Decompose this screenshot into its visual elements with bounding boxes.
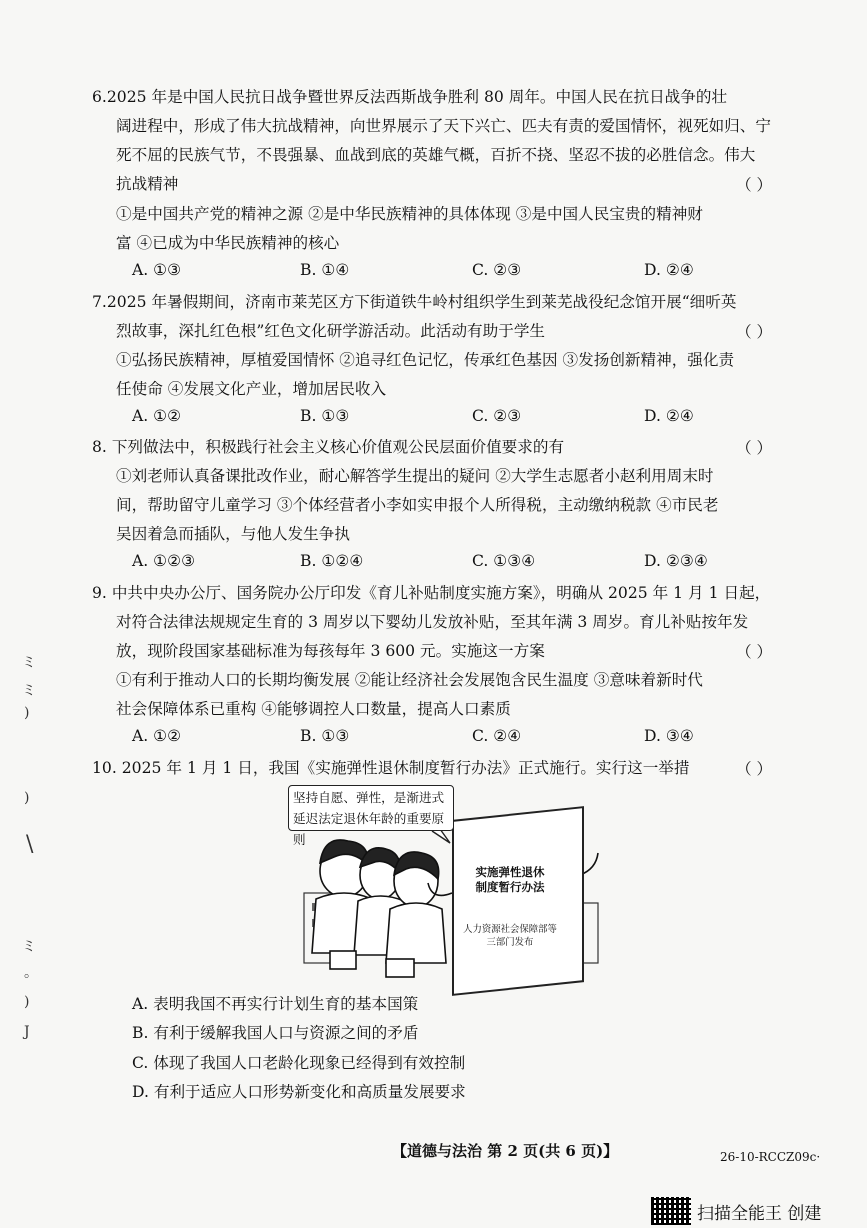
cartoon-illustration (282, 783, 604, 989)
speech-bubble: 坚持自愿、弹性，是渐进式延迟法定退休年龄的重要原则 (288, 785, 454, 831)
q8-item-line-1: ①刘老师认真备课批改作业，耐心解答学生提出的疑问 ②大学生志愿者小赵利用周末时 (116, 467, 714, 485)
q9-stem-line-2: 对符合法律法规规定生育的 3 周岁以下婴幼儿发放补贴，至其年满 3 周岁。育儿补贴按年发 (116, 613, 749, 631)
qr-code-icon (651, 1197, 691, 1225)
margin-mark: \ (26, 832, 34, 857)
q10-option-d: D. 有利于适应人口形势新变化和高质量发展要求 (132, 1083, 466, 1101)
q6-item-line-1: ①是中国共产党的精神之源 ②是中华民族精神的具体体现 ③是中国人民宝贵的精神财 (116, 205, 703, 223)
q7-option-c: C. ②③ (472, 407, 522, 425)
q7-stem-line-2: 烈故事，深扎红色根”红色文化研学游活动。此活动有助于学生 (116, 322, 546, 340)
q8-option-b: B. ①②④ (300, 552, 364, 570)
q7-stem-line-1: 7.2025 年暑假期间，济南市莱芜区方下街道铁牛岭村组织学生到莱芜战役纪念馆开展“细听英 (92, 293, 737, 311)
q8-option-c: C. ①③④ (472, 552, 536, 570)
q8-item-line-3: 吴因着急而插队，与他人发生争执 (116, 525, 350, 543)
regulation-booklet (452, 806, 584, 996)
margin-mark: ) (24, 790, 30, 806)
booklet-publisher: 人力资源社会保障部等三部门发布 (463, 924, 557, 948)
q9-option-d: D. ③④ (644, 727, 694, 745)
q6-option-c: C. ②③ (472, 261, 522, 279)
q6-item-line-2: 富 ④已成为中华民族精神的核心 (116, 234, 340, 252)
margin-mark: ミ (22, 683, 36, 699)
margin-mark: ) (24, 705, 30, 721)
q7-option-a: A. ①② (132, 407, 182, 425)
margin-mark: J (24, 1024, 30, 1040)
q10-option-b: B. 有利于缓解我国人口与资源之间的矛盾 (132, 1024, 419, 1042)
paper-code: 26-10-RCCZ09c· (720, 1150, 821, 1164)
q9-stem-line-3: 放，现阶段国家基础标准为每孩每年 3 600 元。实施这一方案 (116, 642, 545, 660)
q7-option-b: B. ①③ (300, 407, 350, 425)
q6-stem-line-3: 死不屈的民族气节，不畏强暴、血战到底的英雄气概，百折不挠、坚忍不拔的必胜信念。伟大 (116, 146, 756, 164)
q6-stem-line-4: 抗战精神 (116, 175, 179, 193)
q7-item-line-2: 任使命 ④发展文化产业，增加居民收入 (116, 380, 387, 398)
q6-stem-line-2: 阔进程中，形成了伟大抗战精神，向世界展示了天下兴亡、匹夫有责的爱国情怀，视死如归、宁 (116, 117, 771, 135)
q9-option-a: A. ①② (132, 727, 182, 745)
q8-stem-line-1: 8. 下列做法中，积极践行社会主义核心价值观公民层面价值要求的有 (92, 438, 565, 456)
booklet-title: 实施弹性退休制度暂行办法 (475, 865, 545, 894)
q7-item-line-1: ①弘扬民族精神，厚植爱国情怀 ②追寻红色记忆，传承红色基因 ③发扬创新精神，强化责 (116, 351, 735, 369)
q8-option-a: A. ①②③ (132, 552, 196, 570)
q8-answer-paren: （ ） (736, 439, 773, 457)
q10-answer-paren: （ ） (736, 760, 773, 778)
q9-answer-paren: （ ） (736, 643, 773, 661)
q10-option-c: C. 体现了我国人口老龄化现象已经得到有效控制 (132, 1054, 466, 1072)
q9-item-line-2: 社会保障体系已重构 ④能够调控人口数量，提高人口素质 (116, 700, 511, 718)
q9-option-c: C. ②④ (472, 727, 522, 745)
q7-option-d: D. ②④ (644, 407, 694, 425)
margin-mark: ミ (22, 939, 36, 955)
q7-answer-paren: （ ） (736, 323, 773, 341)
margin-mark: ミ (22, 655, 36, 671)
page-footer: 【道德与法治 第 2 页(共 6 页)】 (392, 1142, 619, 1160)
q6-option-a: A. ①③ (132, 261, 182, 279)
q6-stem-line-1: 6.2025 年是中国人民抗日战争暨世界反法西斯战争胜利 80 周年。中国人民在抗日战争的壮 (92, 88, 728, 106)
q8-option-d: D. ②③④ (644, 552, 708, 570)
q9-option-b: B. ①③ (300, 727, 350, 745)
q6-answer-paren: （ ） (736, 176, 773, 194)
q10-option-a: A. 表明我国不再实行计划生育的基本国策 (132, 995, 419, 1013)
margin-mark: 。 (24, 965, 38, 981)
q10-stem: 10. 2025 年 1 月 1 日，我国《实施弹性退休制度暂行办法》正式施行。实行这一举措 (92, 759, 690, 777)
q9-stem-line-1: 9. 中共中央办公厅、国务院办公厅印发《育儿补贴制度实施方案》，明确从 2025 年 1 月 1 日起， (92, 584, 771, 602)
q8-item-line-2: 间，帮助留守儿童学习 ③个体经营者小李如实申报个人所得税，主动缴纳税款 ④市民老 (116, 496, 719, 514)
q6-option-d: D. ②④ (644, 261, 694, 279)
margin-mark: ) (24, 994, 30, 1010)
q9-item-line-1: ①有利于推动人口的长期均衡发展 ②能让经济社会发展饱含民生温度 ③意味着新时代 (116, 671, 703, 689)
q6-option-b: B. ①④ (300, 261, 350, 279)
scanner-watermark: 扫描全能王 创建 (697, 1204, 822, 1224)
